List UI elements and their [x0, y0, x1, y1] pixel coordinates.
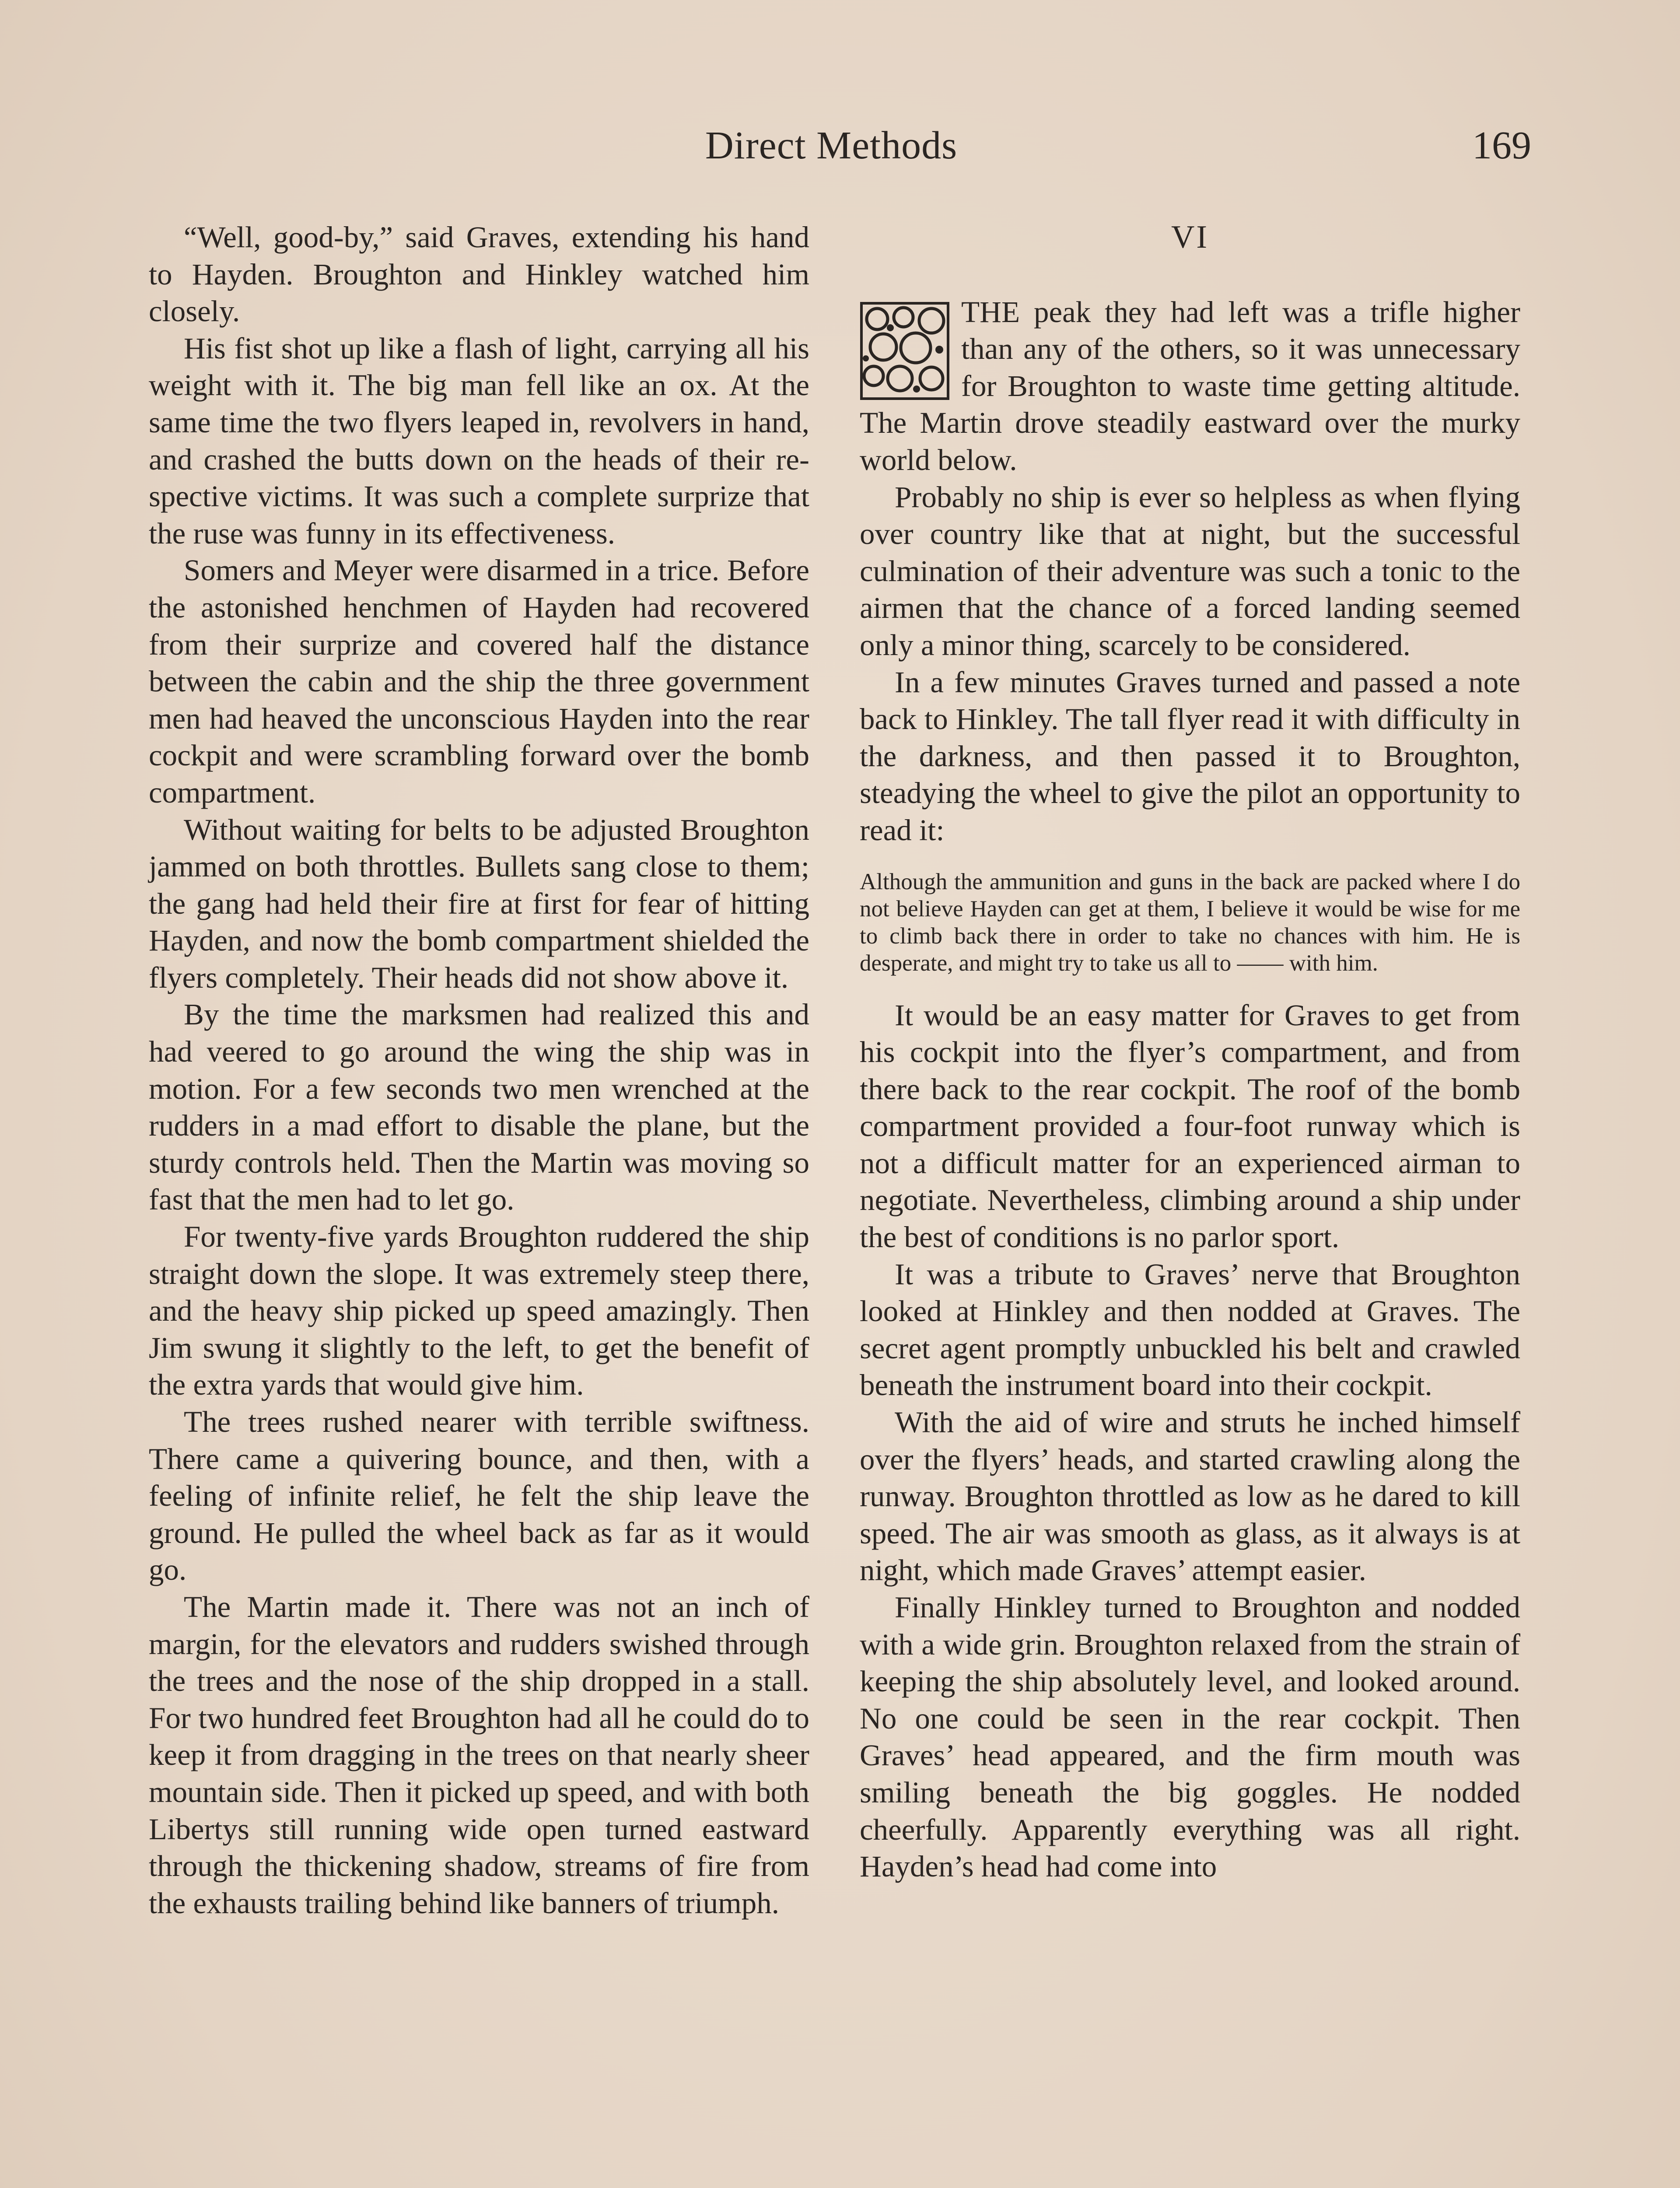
page-number: 169	[1472, 124, 1531, 167]
paragraph: It was a tribute to Graves’ nerve that Broughton looked at Hinkley and then nodded at Graves. The secret agent promptly unbuckled his belt and crawled beneath the instrument board into their cockpit.	[860, 1257, 1520, 1402]
paragraph: It would be an easy matter for Graves to get from his cockpit into the flyer’s compartment, and from there back to the rear cockpit. The roof of the bomb compartment provided a four-foot runway which is not a difficult matter for an experienced airman to negotiate. Nevertheless, climbing around a ship under the best of conditions is no parlor sport.	[860, 998, 1520, 1254]
section-heading: VI	[1171, 219, 1209, 255]
paragraph: The trees rushed nearer with terrible swiftness. There came a quivering bounce, and then, with a feeling of infinite relief, he felt the ship leave the ground. He pulled the wheel back as far as it would go.	[149, 1405, 809, 1587]
running-title: Direct Methods	[705, 124, 958, 167]
paragraph: Finally Hinkley turned to Broughton and nodded with a wide grin. Broughton relaxed from the strain of keeping the ship absolutely level, and looked around. No one could be seen in the rear cockpit. Then Graves’ head appeared, and the firm mouth was smiling beneath the big goggles. He nodded cheerfully. Apparently everything was all right. Hayden’s head had come into	[860, 1591, 1520, 1883]
ornamental-drop-cap-icon	[860, 302, 950, 400]
paragraph: By the time the marksmen had realized this and had veered to go around the wing the ship was in motion. For a few seconds two men wrenched at the rudders in a mad effort to disable the plane, but the sturdy controls held. Then the Martin was moving so fast that the men had to let go.	[149, 998, 809, 1217]
paragraph: For twenty-five yards Broughton ruddered the ship straight down the slope. It was extremely steep there, and the heavy ship picked up speed amazingly. Then Jim swung it slightly to the left, to get the benefit of the extra yards that would give him.	[149, 1220, 809, 1402]
paragraph: His fist shot up like a flash of light, carrying all his weight with it. The big man fell like an ox. At the same time the two flyers leaped in, revolvers in hand, and crashed the butts down on the heads of their respective victims. It was such a complete surprize that the ruse was funny in its effectiveness.	[149, 331, 809, 550]
left-column	[149, 219, 809, 1922]
paragraph: Without waiting for belts to be adjusted Broughton jammed on both throttles. Bullets sang close to them; the gang had held their fire at first for fear of hitting Hayden, and now the bomb compartment shielded the flyers completely. Their heads did not show above it.	[149, 813, 809, 994]
opening-paragraph: THE peak they had left was a trifle higher than any of the others, so it was unnecessary for Broughton to waste time getting altitude. The Martin drove steadily eastward over the murky world below.	[860, 295, 1520, 477]
paragraph: With the aid of wire and struts he inched himself over the flyers’ heads, and started crawling along the runway. Broughton throttled as low as he dared to kill speed. The air was smooth as glass, as it always is at night, which made Graves’ attempt easier.	[860, 1406, 1520, 1587]
paragraph: The Martin made it. There was not an inch of margin, for the elevators and rudders swished through the trees and the nose of the ship dropped in a stall. For two hundred feet Broughton had all he could do to keep it from dragging in the trees on that nearly sheer mountain side. Then it picked up speed, and with both Libertys still running wide open turned eastward through the thickening shadow, streams of fire from the exhausts trailing behind like banners of triumph.	[149, 1590, 809, 1920]
paragraph: Somers and Meyer were disarmed in a trice. Before the astonished henchmen of Hayden had recovered from their surprize and covered half the distance between the cabin and the ship the three government men had heaved the unconscious Hayden into the rear cockpit and were scrambling forward over the bomb compartment.	[149, 554, 809, 809]
paragraph: “Well, good-by,” said Graves, extending his hand to Hayden. Broughton and Hinkley watched him closely.	[149, 221, 809, 328]
paragraph: In a few minutes Graves turned and passed a note back to Hinkley. The tall flyer read it with difficulty in the darkness, and then passed it to Broughton, steadying the wheel to give the pilot an opportunity to read it:	[860, 665, 1520, 847]
paragraph: Probably no ship is ever so helpless as when flying over country like that at night, but the successful culmination of their adventure was such a tonic to the airmen that the chance of a forced landing seemed only a minor thing, scarcely to be considered.	[860, 480, 1520, 662]
right-column	[860, 219, 1520, 1885]
quoted-note: Although the ammunition and guns in the back are packed where I do not believe Hayden can get at them, I believe it would be wise for me to climb back there in order to take no chances with him. He is desperate, and might try to take us all to —— with him.	[860, 869, 1520, 976]
